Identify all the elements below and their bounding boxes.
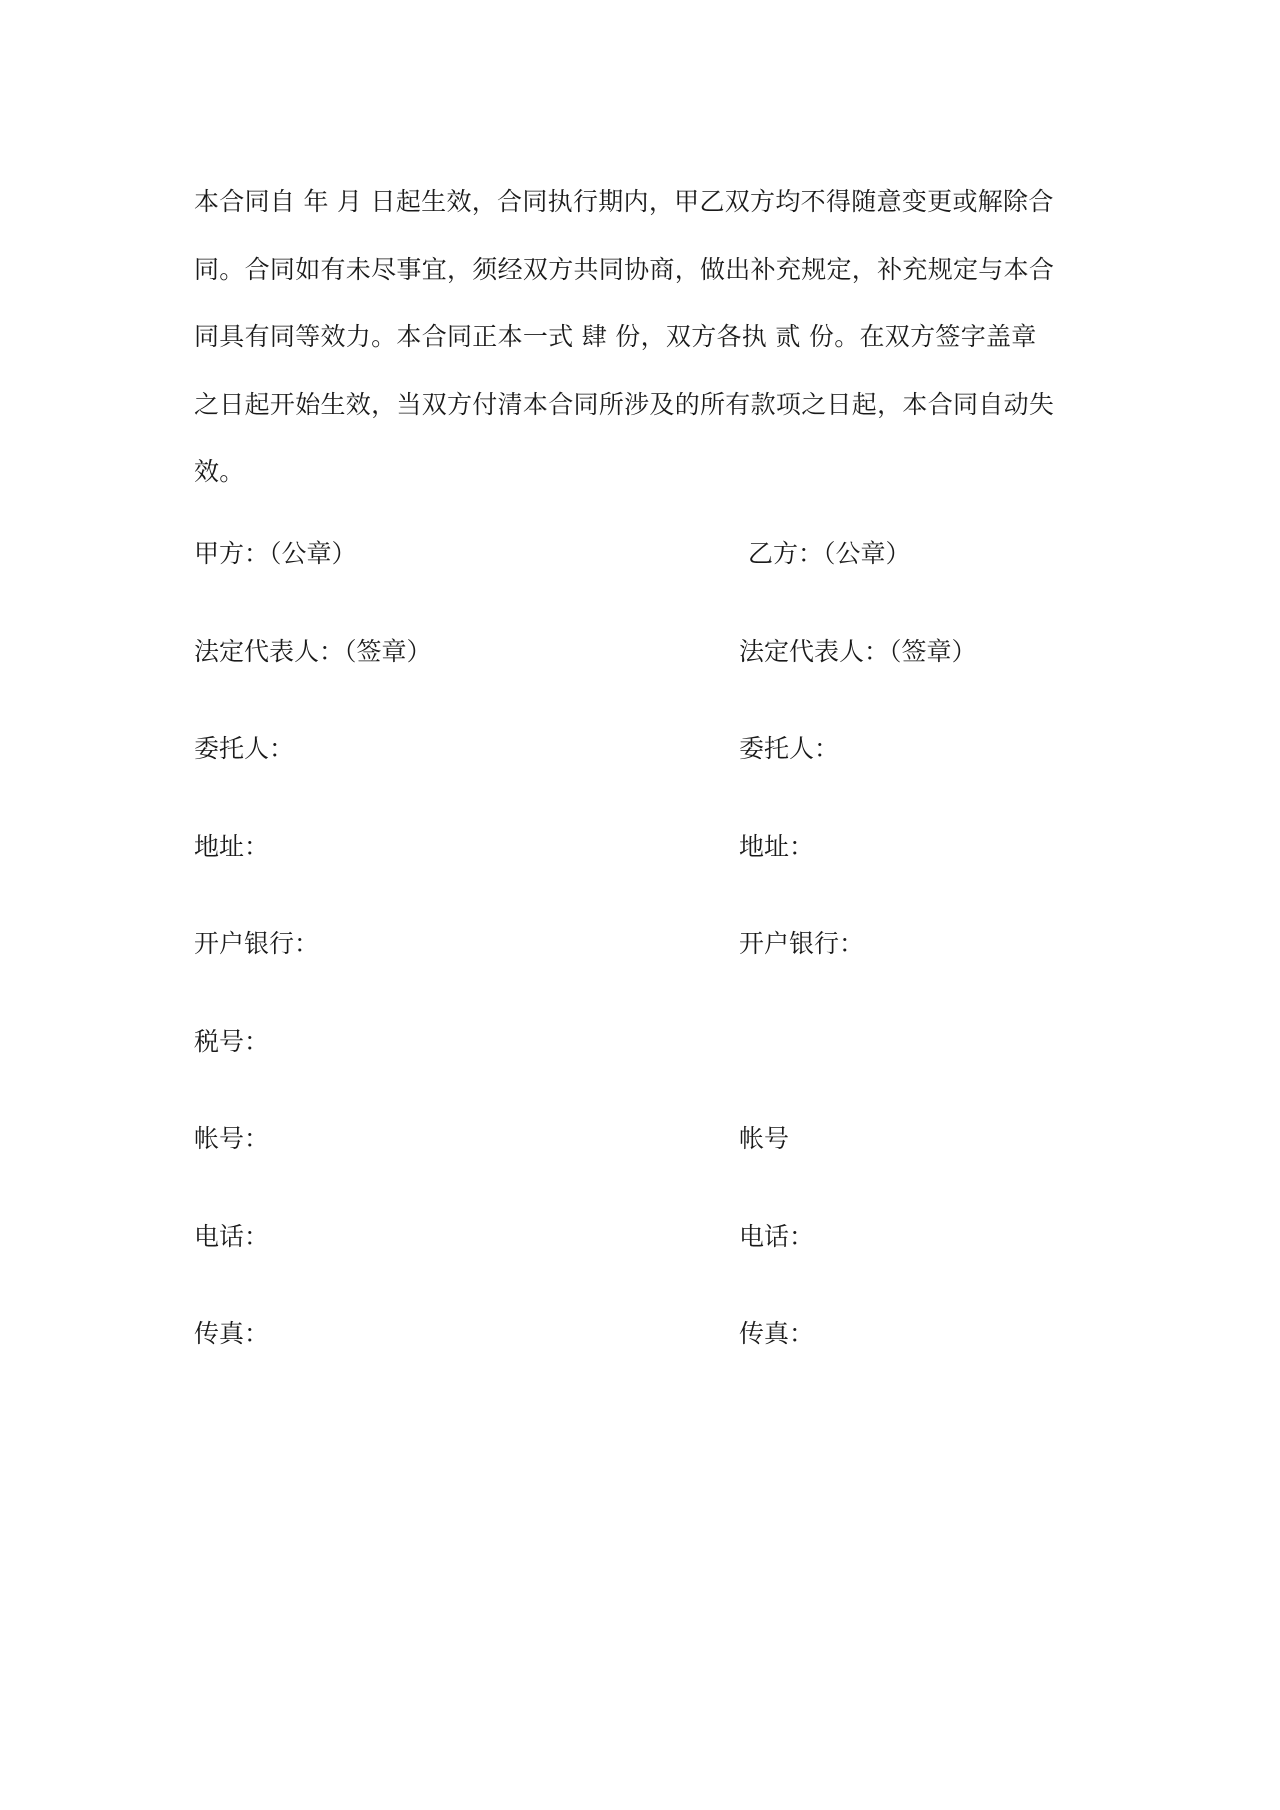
party-b-agent-label: 委托人： — [739, 734, 840, 763]
paragraph-line: 同具有同等效力。本合同正本一式 肆 份，双方各执 贰 份。在双方签字盖章 — [194, 322, 1037, 351]
signature-row-address — [194, 825, 1094, 923]
party-a-account-label: 帐号： — [194, 1124, 270, 1153]
paragraph-line: 之日起开始生效，当双方付清本合同所涉及的所有款项之日起，本合同自动失 — [194, 389, 1055, 419]
party-a-address-label: 地址： — [194, 831, 270, 861]
party-a-seal-label: 甲方：（公章） — [194, 539, 357, 568]
signature-row-phone — [194, 1215, 1094, 1313]
signature-row-tax-id — [194, 1020, 1094, 1118]
party-a-tax-id-label: 税号： — [194, 1026, 270, 1056]
party-b-bank-label: 开户银行： — [739, 929, 865, 958]
party-a-phone-label: 电话： — [194, 1221, 270, 1251]
signature-row-legal-rep — [194, 630, 1094, 728]
party-a-agent-label: 委托人： — [194, 734, 295, 763]
party-a-legal-rep-label: 法定代表人：（签章） — [194, 636, 432, 666]
signature-block — [194, 532, 1094, 1410]
party-b-legal-rep-label: 法定代表人：（签章） — [739, 636, 977, 666]
paragraph-line: 同。合同如有未尽事宜，须经双方共同协商，做出补充规定，补充规定与本合 — [194, 254, 1055, 284]
signature-row-account — [194, 1117, 1094, 1215]
paragraph-line: 本合同自 年 月 日起生效，合同执行期内，甲乙双方均不得随意变更或解除合 — [194, 187, 1054, 216]
party-b-address-label: 地址： — [739, 831, 815, 861]
party-b-phone-label: 电话： — [739, 1221, 815, 1251]
paragraph-line: 效。 — [194, 457, 245, 486]
party-b-fax-label: 传真： — [739, 1319, 815, 1348]
contract-effectivity-paragraph — [194, 168, 1094, 506]
party-a-fax-label: 传真： — [194, 1319, 270, 1348]
party-b-seal-label: 乙方：（公章） — [748, 539, 911, 568]
signature-row-agent — [194, 727, 1094, 825]
signature-row-seal — [194, 532, 1094, 630]
signature-row-bank — [194, 922, 1094, 1020]
party-a-bank-label: 开户银行： — [194, 929, 320, 958]
signature-row-fax — [194, 1312, 1094, 1410]
party-b-account-label: 帐号 — [739, 1124, 790, 1153]
